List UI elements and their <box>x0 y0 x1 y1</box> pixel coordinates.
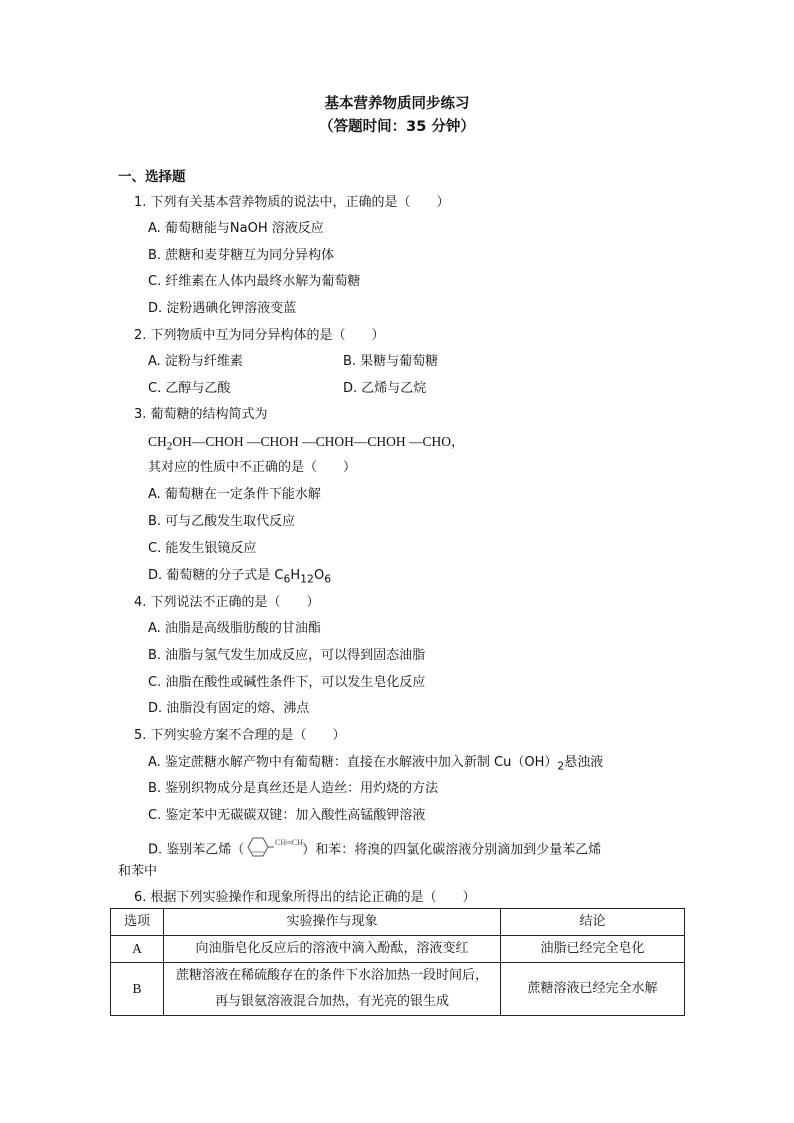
q2-option-d: D. 乙烯与乙烷 <box>343 381 427 396</box>
option-text: D. 葡萄糖的分子式是 C <box>148 568 284 583</box>
operation-line: 再与银氨溶液混合加热，有光亮的银生成 <box>214 994 449 1009</box>
q1-option-c: C. 纤维素在人体内最终水解为葡萄糖 <box>148 274 361 289</box>
formula-part: CH <box>148 434 167 449</box>
q5-option-d <box>148 836 601 864</box>
subscript: 2 <box>557 759 565 773</box>
element: H <box>290 568 301 583</box>
cell-conclusion: 蔗糖溶液已经完全水解 <box>501 963 685 1016</box>
option-text: 悬浊液 <box>564 755 604 770</box>
subscript: 12 <box>300 572 314 586</box>
q1-option-d: D. 淀粉遇碘化钾溶液变蓝 <box>148 301 297 316</box>
styrene-structure <box>244 836 306 864</box>
operation-line: 蔗糖溶液在稀硫酸存在的条件下水浴加热一段时间后， <box>175 968 488 983</box>
q2-option-c: C. 乙醇与乙酸 <box>148 381 231 396</box>
q1-option-b: B. 蔗糖和麦芽糖互为同分异构体 <box>148 248 335 263</box>
option-text: ）和苯：将溴的四氯化碳溶液分别滴加到少量苯乙烯 <box>302 842 602 858</box>
q4-option-a: A. 油脂是高级脂肪酸的甘油酯 <box>148 621 321 636</box>
q3-option-d <box>148 567 331 589</box>
page-title: 基本营养物质同步练习 <box>324 96 470 112</box>
q3-option-b: B. 可与乙酸发生取代反应 <box>148 514 296 529</box>
header-operation: 实验操作与现象 <box>164 909 501 936</box>
q4-option-b: B. 油脂与氢气发生加成反应，可以得到固态油脂 <box>148 648 426 663</box>
question-1-stem: 1. 下列有关基本营养物质的说法中，正确的是（ ） <box>134 195 450 210</box>
q3-option-a: A. 葡萄糖在一定条件下能水解 <box>148 487 321 502</box>
glucose-formula <box>148 433 465 456</box>
formula-part: OH—CHOH —CHOH —CHOH—CHOH —CHO， <box>172 434 465 449</box>
cell-option: B <box>111 963 164 1016</box>
header-option: 选项 <box>111 909 164 936</box>
question-4-stem: 4. 下列说法不正确的是（ ） <box>134 595 320 610</box>
cell-operation <box>164 963 501 1016</box>
q2-option-a: A. 淀粉与纤维素 <box>148 354 243 369</box>
question-5-stem: 5. 下列实验方案不合理的是（ ） <box>134 728 346 743</box>
q5-option-b: B. 鉴别织物成分是真丝还是人造丝：用灼烧的方法 <box>148 781 439 796</box>
section-heading: 一、选择题 <box>118 169 186 185</box>
table-row <box>111 963 685 1016</box>
q4-option-d: D. 油脂没有固定的熔、沸点 <box>148 701 310 716</box>
question-3-stem-2: 其对应的性质中不正确的是（ ） <box>148 460 357 475</box>
cell-conclusion: 油脂已经完全皂化 <box>501 936 685 963</box>
q3-option-c: C. 能发生银镜反应 <box>148 541 257 556</box>
q5-option-c: C. 鉴定苯中无碳碳双键：加入酸性高锰酸钾溶液 <box>148 808 426 823</box>
experiment-table <box>110 908 685 1016</box>
table-header-row <box>111 909 685 936</box>
q5-option-d-continued: 和苯中 <box>118 864 158 879</box>
element: O <box>313 568 325 583</box>
question-2-stem: 2. 下列物质中互为同分异构体的是（ ） <box>134 328 385 343</box>
cell-option: A <box>111 936 164 963</box>
option-text: D. 鉴别苯乙烯（ <box>148 842 245 858</box>
q5-option-a <box>148 754 603 776</box>
question-6-stem: 6. 根据下列实验操作和现象所得出的结论正确的是（ ） <box>134 890 476 905</box>
svg-text:CH═CH₂: CH═CH₂ <box>275 838 306 847</box>
subscript: 6 <box>283 572 291 586</box>
formula-subscript: 2 <box>166 440 173 453</box>
header-conclusion: 结论 <box>501 909 685 936</box>
cell-operation: 向油脂皂化反应后的溶液中滴入酚酞，溶液变红 <box>164 936 501 963</box>
q4-option-c: C. 油脂在酸性或碱性条件下，可以发生皂化反应 <box>148 675 426 690</box>
subscript: 6 <box>324 572 332 586</box>
q1-option-a: A. 葡萄糖能与NaOH 溶液反应 <box>148 221 324 236</box>
table-row <box>111 936 685 963</box>
option-text: A. 鉴定蔗糖水解产物中有葡萄糖：直接在水解液中加入新制 Cu（OH） <box>148 755 558 770</box>
benzene-ring-icon <box>244 836 306 858</box>
q2-option-b: B. 果糖与葡萄糖 <box>343 354 439 369</box>
page-subtitle: （答题时间：35 分钟） <box>319 119 475 135</box>
question-3-stem: 3. 葡萄糖的结构简式为 <box>134 407 268 422</box>
